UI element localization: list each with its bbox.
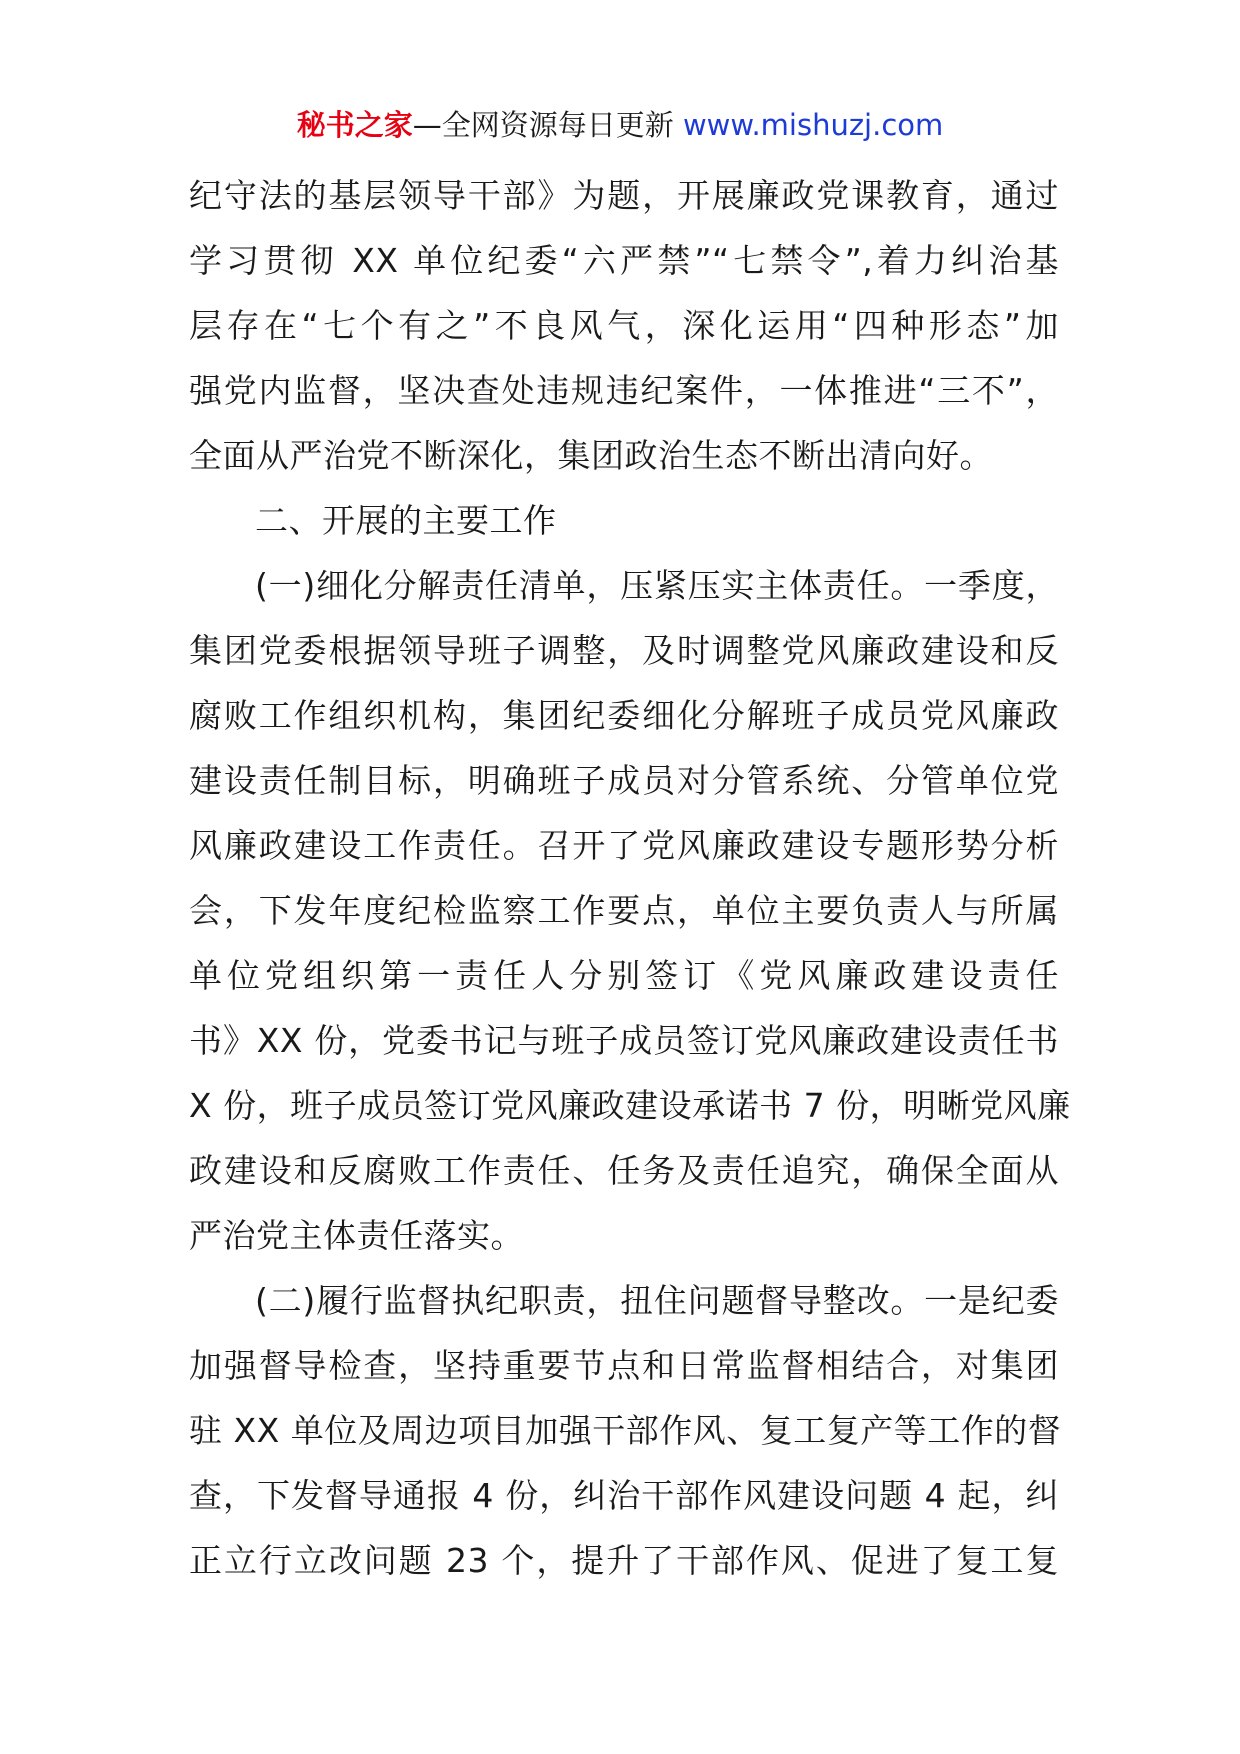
- brand-name: 秘书之家: [296, 108, 413, 142]
- header-tagline: —全网资源每日更新: [412, 108, 683, 142]
- text-line: 风廉政建设工作责任。召开了党风廉政建设专题形势分析: [189, 826, 1059, 865]
- text-line: 加强督导检查，坚持重要节点和日常监督相结合，对集团: [189, 1346, 1059, 1385]
- text-line: 学习贯彻 XX 单位纪委“六严禁”“七禁令”,着力纠治基: [189, 241, 1059, 280]
- text-line: 纪守法的基层领导干部》为题，开展廉政党课教育，通过: [189, 176, 1059, 215]
- text-line: 层存在“七个有之”不良风气，深化运用“四种形态”加: [189, 306, 1059, 345]
- text-line: (一)细化分解责任清单，压紧压实主体责任。一季度，: [255, 566, 1059, 605]
- site-url-link[interactable]: www.mishuzj.com: [682, 108, 944, 142]
- text-line: 查，下发督导通报 4 份，纠治干部作风建设问题 4 起，纠: [189, 1476, 1059, 1515]
- text-line: 集团党委根据领导班子调整，及时调整党风廉政建设和反: [189, 631, 1059, 670]
- site-header: [0, 98, 1240, 152]
- text-line: 驻 XX 单位及周边项目加强干部作风、复工复产等工作的督: [189, 1411, 1062, 1450]
- text-line: 书》XX 份，党委书记与班子成员签订党风廉政建设责任书: [189, 1021, 1059, 1060]
- text-line: 会，下发年度纪检监察工作要点，单位主要负责人与所属: [189, 891, 1059, 930]
- text-line: 政建设和反腐败工作责任、任务及责任追究，确保全面从: [189, 1151, 1059, 1190]
- text-line: 强党内监督，坚决查处违规违纪案件，一体推进“三不”，: [189, 371, 1059, 410]
- document-body: [189, 163, 1071, 1593]
- text-line: 建设责任制目标，明确班子成员对分管系统、分管单位党: [189, 761, 1059, 800]
- text-line: 二、开展的主要工作: [255, 501, 557, 540]
- text-line: 单位党组织第一责任人分别签订《党风廉政建设责任: [189, 956, 1059, 995]
- text-line: X 份，班子成员签订党风廉政建设承诺书 7 份，明晰党风廉: [189, 1086, 1071, 1125]
- text-line: 全面从严治党不断深化，集团政治生态不断出清向好。: [189, 436, 993, 475]
- text-line: 腐败工作组织机构，集团纪委细化分解班子成员党风廉政: [189, 696, 1059, 735]
- text-line: 正立行立改问题 23 个，提升了干部作风、促进了复工复: [189, 1541, 1059, 1580]
- text-line: (二)履行监督执纪职责，扭住问题督导整改。一是纪委: [255, 1281, 1059, 1320]
- text-line: 严治党主体责任落实。: [189, 1216, 524, 1255]
